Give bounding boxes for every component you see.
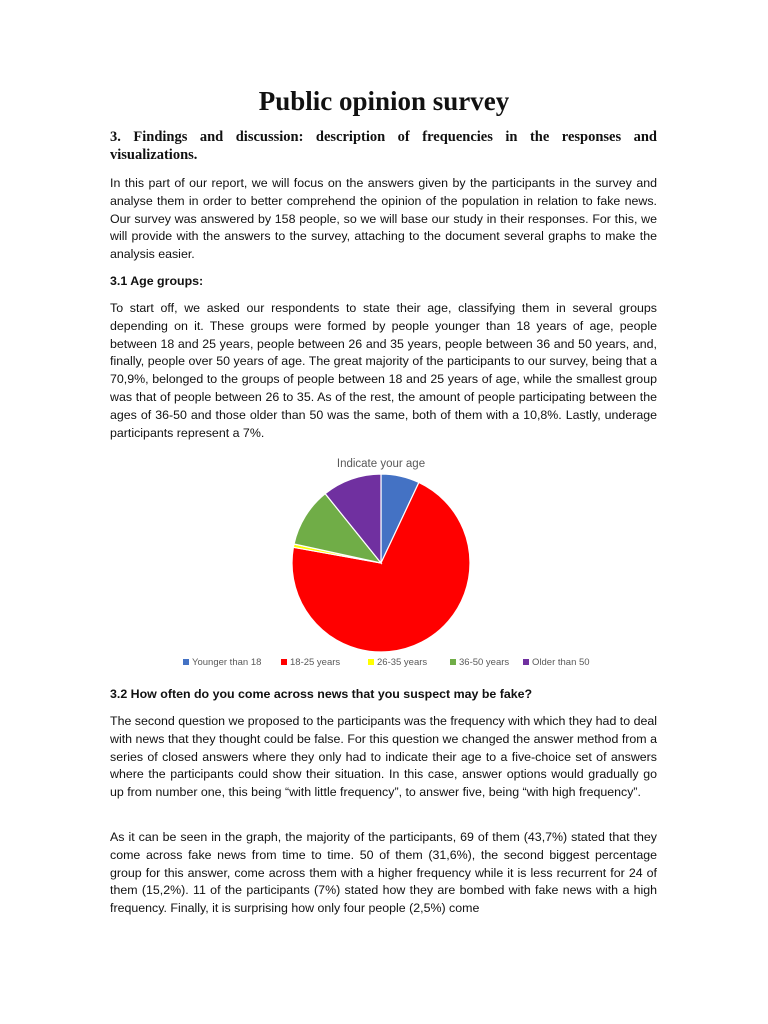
- section-heading: 3. Findings and discussion: description of frequencies in the responses and visualizations.: [110, 129, 657, 163]
- legend-swatch: [281, 659, 287, 665]
- legend-label: 26-35 years: [377, 657, 428, 668]
- legend-label: 36-50 years: [459, 657, 510, 668]
- legend-label: Younger than 18: [192, 657, 262, 668]
- subsection-fake-news-frequency-heading: 3.2 How often do you come across news that you suspect may be fake?: [110, 687, 533, 701]
- age-pie-chart: [170, 452, 600, 677]
- intro-paragraph: In this part of our report, we will focus on the answers given by the participants in the survey and analyse them in order to better comprehend the opinion of the population in relation to fake news. Our survey was answered by 158 people, so we will base our study in their responses. For this, we will provide with the answers to the survey, attaching to the document several graphs to make the analysis easier.: [110, 176, 657, 262]
- fake-news-frequency-paragraph-1: The second question we proposed to the participants was the frequency with which they had to deal with news that they thought could be false. For this question we changed the answer method from a series of closed answers where they only had to indicate their age to a five-choice set of answers where the participants could show their situation. In this case, answer options would gradually go up from number one, this being “with little frequency”, to answer five, being “with high frequency”.: [110, 714, 657, 800]
- age-groups-paragraph: To start off, we asked our respondents to state their age, classifying them in several groups depending on it. These groups were formed by people younger than 18 years of age, people between 18 and 25 years, people between 26 and 35 years, people between 36 and 50 years, and, finally, people over 50 years of age. The great majority of the participants to our survey, being that a 70,9%, belonged to the groups of people between 18 and 25 years of age, while the smallest group was that of people between 26 to 35. As of the rest, the amount of people participating between the ages of 36-50 and those older than 50 was the same, both of them with a 10,8%. Lastly, underage participants represent a 7%.: [110, 301, 657, 440]
- fake-news-frequency-paragraph-2: As it can be seen in the graph, the majority of the participants, 69 of them (43,7%) stated that they come across fake news from time to time. 50 of them (31,6%), the second biggest percentage group for this answer, come across them with a higher frequency while it is less recurrent for 24 of them (15,2%). 11 of the participants (7%) stated how they are bombed with fake news with a high frequency. Finally, it is surprising how only four people (2,5%) come: [110, 830, 657, 916]
- legend-swatch: [183, 659, 189, 665]
- legend-label: Older than 50: [532, 657, 590, 668]
- legend-swatch: [368, 659, 374, 665]
- subsection-age-groups-heading: 3.1 Age groups:: [110, 274, 204, 288]
- pie-slices: [292, 474, 470, 652]
- pie-chart-canvas: [170, 452, 600, 677]
- chart-title: Indicate your age: [336, 458, 426, 470]
- legend-swatch: [523, 659, 529, 665]
- legend-swatch: [450, 659, 456, 665]
- document-title: Public opinion survey: [258, 86, 510, 116]
- chart-legend: [183, 657, 590, 668]
- legend-label: 18-25 years: [290, 657, 341, 668]
